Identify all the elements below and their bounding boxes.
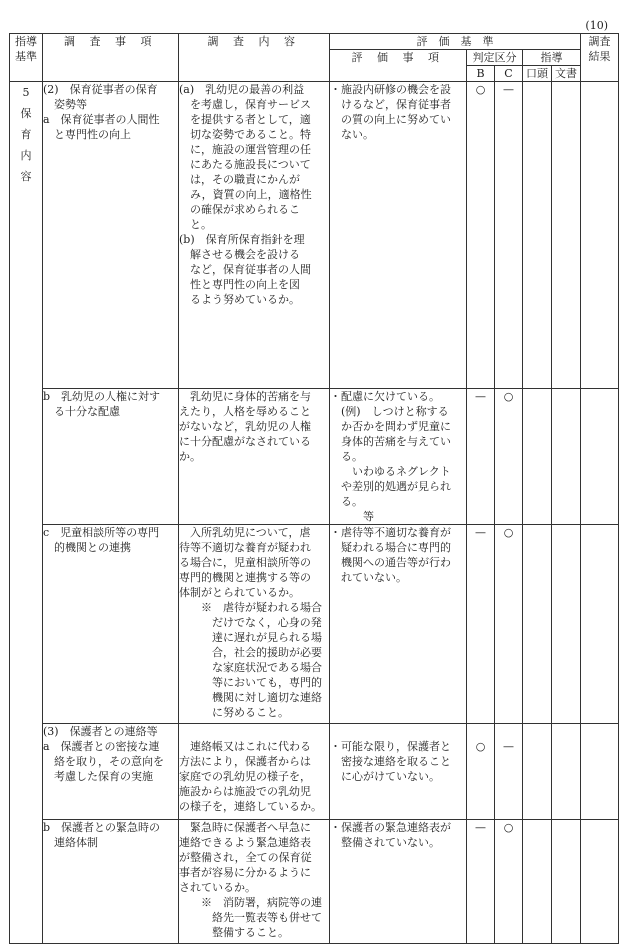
header-b: B xyxy=(467,66,495,82)
guidance-written-cell xyxy=(552,82,581,389)
evaluation-item: ・配慮に欠けている。 (例) しつけと称する か否かを問わず児童に 身体的苦痛を与えてい る。 いわゆるネグレクト や差別的処遇が見られ る。 等 xyxy=(330,389,467,525)
survey-item: b 乳幼児の人権に対す る十分な配慮 xyxy=(43,389,179,525)
judgement-b: — xyxy=(467,389,495,525)
survey-item: (2) 保育従事者の保育 姿勢等 a 保育従事者の人間性 と専門性の向上 xyxy=(43,82,179,389)
judgement-b: ○ xyxy=(467,724,495,820)
survey-content: 入所乳幼児について，虐 待等不適切な養育が疑われ る場合に，児童相談所等の 専門的機関と連携する等の 体制がとられているか。 ※ 虐待が疑われる場合 だけでなく，心身の発 達に遅れが見られる場 合，社会的援助が必要 な家庭状況である場合 等においても，専門的 機関に対し適切な連絡 に努めること。 xyxy=(179,525,330,724)
result-cell xyxy=(581,820,619,944)
header-c: C xyxy=(495,66,523,82)
category-char: 容 xyxy=(20,170,32,183)
survey-item: c 児童相談所等の専門 的機関との連携 xyxy=(43,525,179,724)
guidance-oral-cell xyxy=(523,389,552,525)
evaluation-item: ・虐待等不適切な養育が 疑われる場合に専門的 機関への通告等が行わ れていない。 xyxy=(330,525,467,724)
header-item: 調 査 事 項 xyxy=(43,34,179,82)
result-cell xyxy=(581,724,619,820)
category-number: 5 xyxy=(22,86,30,99)
evaluation-item: ・保護者の緊急連絡表が 整備されていない。 xyxy=(330,820,467,944)
category-char: 育 xyxy=(20,128,32,141)
category-char: 保 xyxy=(20,107,32,120)
page-number: (10) xyxy=(585,19,608,32)
guidance-written-cell xyxy=(552,724,581,820)
header-guidance: 指導 基準 xyxy=(10,34,43,82)
header-eval-item: 評 価 事 項 xyxy=(330,50,467,82)
inspection-table xyxy=(9,33,619,944)
survey-item: b 保護者との緊急時の 連絡体制 xyxy=(43,820,179,944)
judgement-c: — xyxy=(495,82,523,389)
judgement-b: ○ xyxy=(467,82,495,389)
header-oral: 口頭 xyxy=(523,66,552,82)
evaluation-item: ・可能な限り，保護者と 密接な連絡を取ること に心がけていない。 xyxy=(330,724,467,820)
survey-content: 連絡帳又はこれに代わる 方法により，保護者からは 家庭での乳幼児の様子を， 施設からは施設での乳幼児 の様子を，連絡しているか。 xyxy=(179,724,330,820)
judgement-b: — xyxy=(467,820,495,944)
guidance-written-cell xyxy=(552,820,581,944)
guidance-written-cell xyxy=(552,525,581,724)
guidance-written-cell xyxy=(552,389,581,525)
guidance-oral-cell xyxy=(523,724,552,820)
survey-content: 乳幼児に身体的苦痛を与 えたり，人格を辱めること がないなど，乳幼児の人権 に十分配慮がなされている か。 xyxy=(179,389,330,525)
survey-content: 緊急時に保護者へ早急に 連絡できるよう緊急連絡表 が整備され，全ての保育従 事者が容易に分かるように されているか。 ※ 消防署，病院等の連 絡先一覧表等も併せて 整備すること。 xyxy=(179,820,330,944)
guidance-oral-cell xyxy=(523,820,552,944)
judgement-c: ○ xyxy=(495,389,523,525)
judgement-c: — xyxy=(495,724,523,820)
survey-item: (3) 保護者との連絡等 a 保護者との密接な連 絡を取り，その意向を 考慮した保育の実施 xyxy=(43,724,179,820)
header-evaluation: 評 価 基 準 xyxy=(330,34,581,50)
result-cell xyxy=(581,525,619,724)
judgement-c: ○ xyxy=(495,525,523,724)
category-cell xyxy=(10,82,43,944)
header-guidance-col: 指導 xyxy=(523,50,581,66)
category-char: 内 xyxy=(20,149,32,162)
evaluation-item: ・施設内研修の機会を設 けるなど，保育従事者 の質の向上に努めてい ない。 xyxy=(330,82,467,389)
header-result: 調査 結果 xyxy=(581,34,619,82)
result-cell xyxy=(581,82,619,389)
header-judgement: 判定区分 xyxy=(467,50,523,66)
guidance-oral-cell xyxy=(523,82,552,389)
guidance-oral-cell xyxy=(523,525,552,724)
judgement-c: ○ xyxy=(495,820,523,944)
judgement-b: — xyxy=(467,525,495,724)
survey-content: (a) 乳幼児の最善の利益 を考慮し，保育サービス を提供する者として，適 切な姿勢であること。特 に，施設の運営管理の任 にあたる施設長について は，その職責にかんが み，資質の向上，適格性 の確保が求められるこ と。 (b) 保育所保育指針を理 解させる機会を設ける など，保育従事者の人間 性と専門性の向上を図 るよう努めているか。 xyxy=(179,82,330,389)
header-content: 調 査 内 容 xyxy=(179,34,330,82)
result-cell xyxy=(581,389,619,525)
header-written: 文書 xyxy=(552,66,581,82)
